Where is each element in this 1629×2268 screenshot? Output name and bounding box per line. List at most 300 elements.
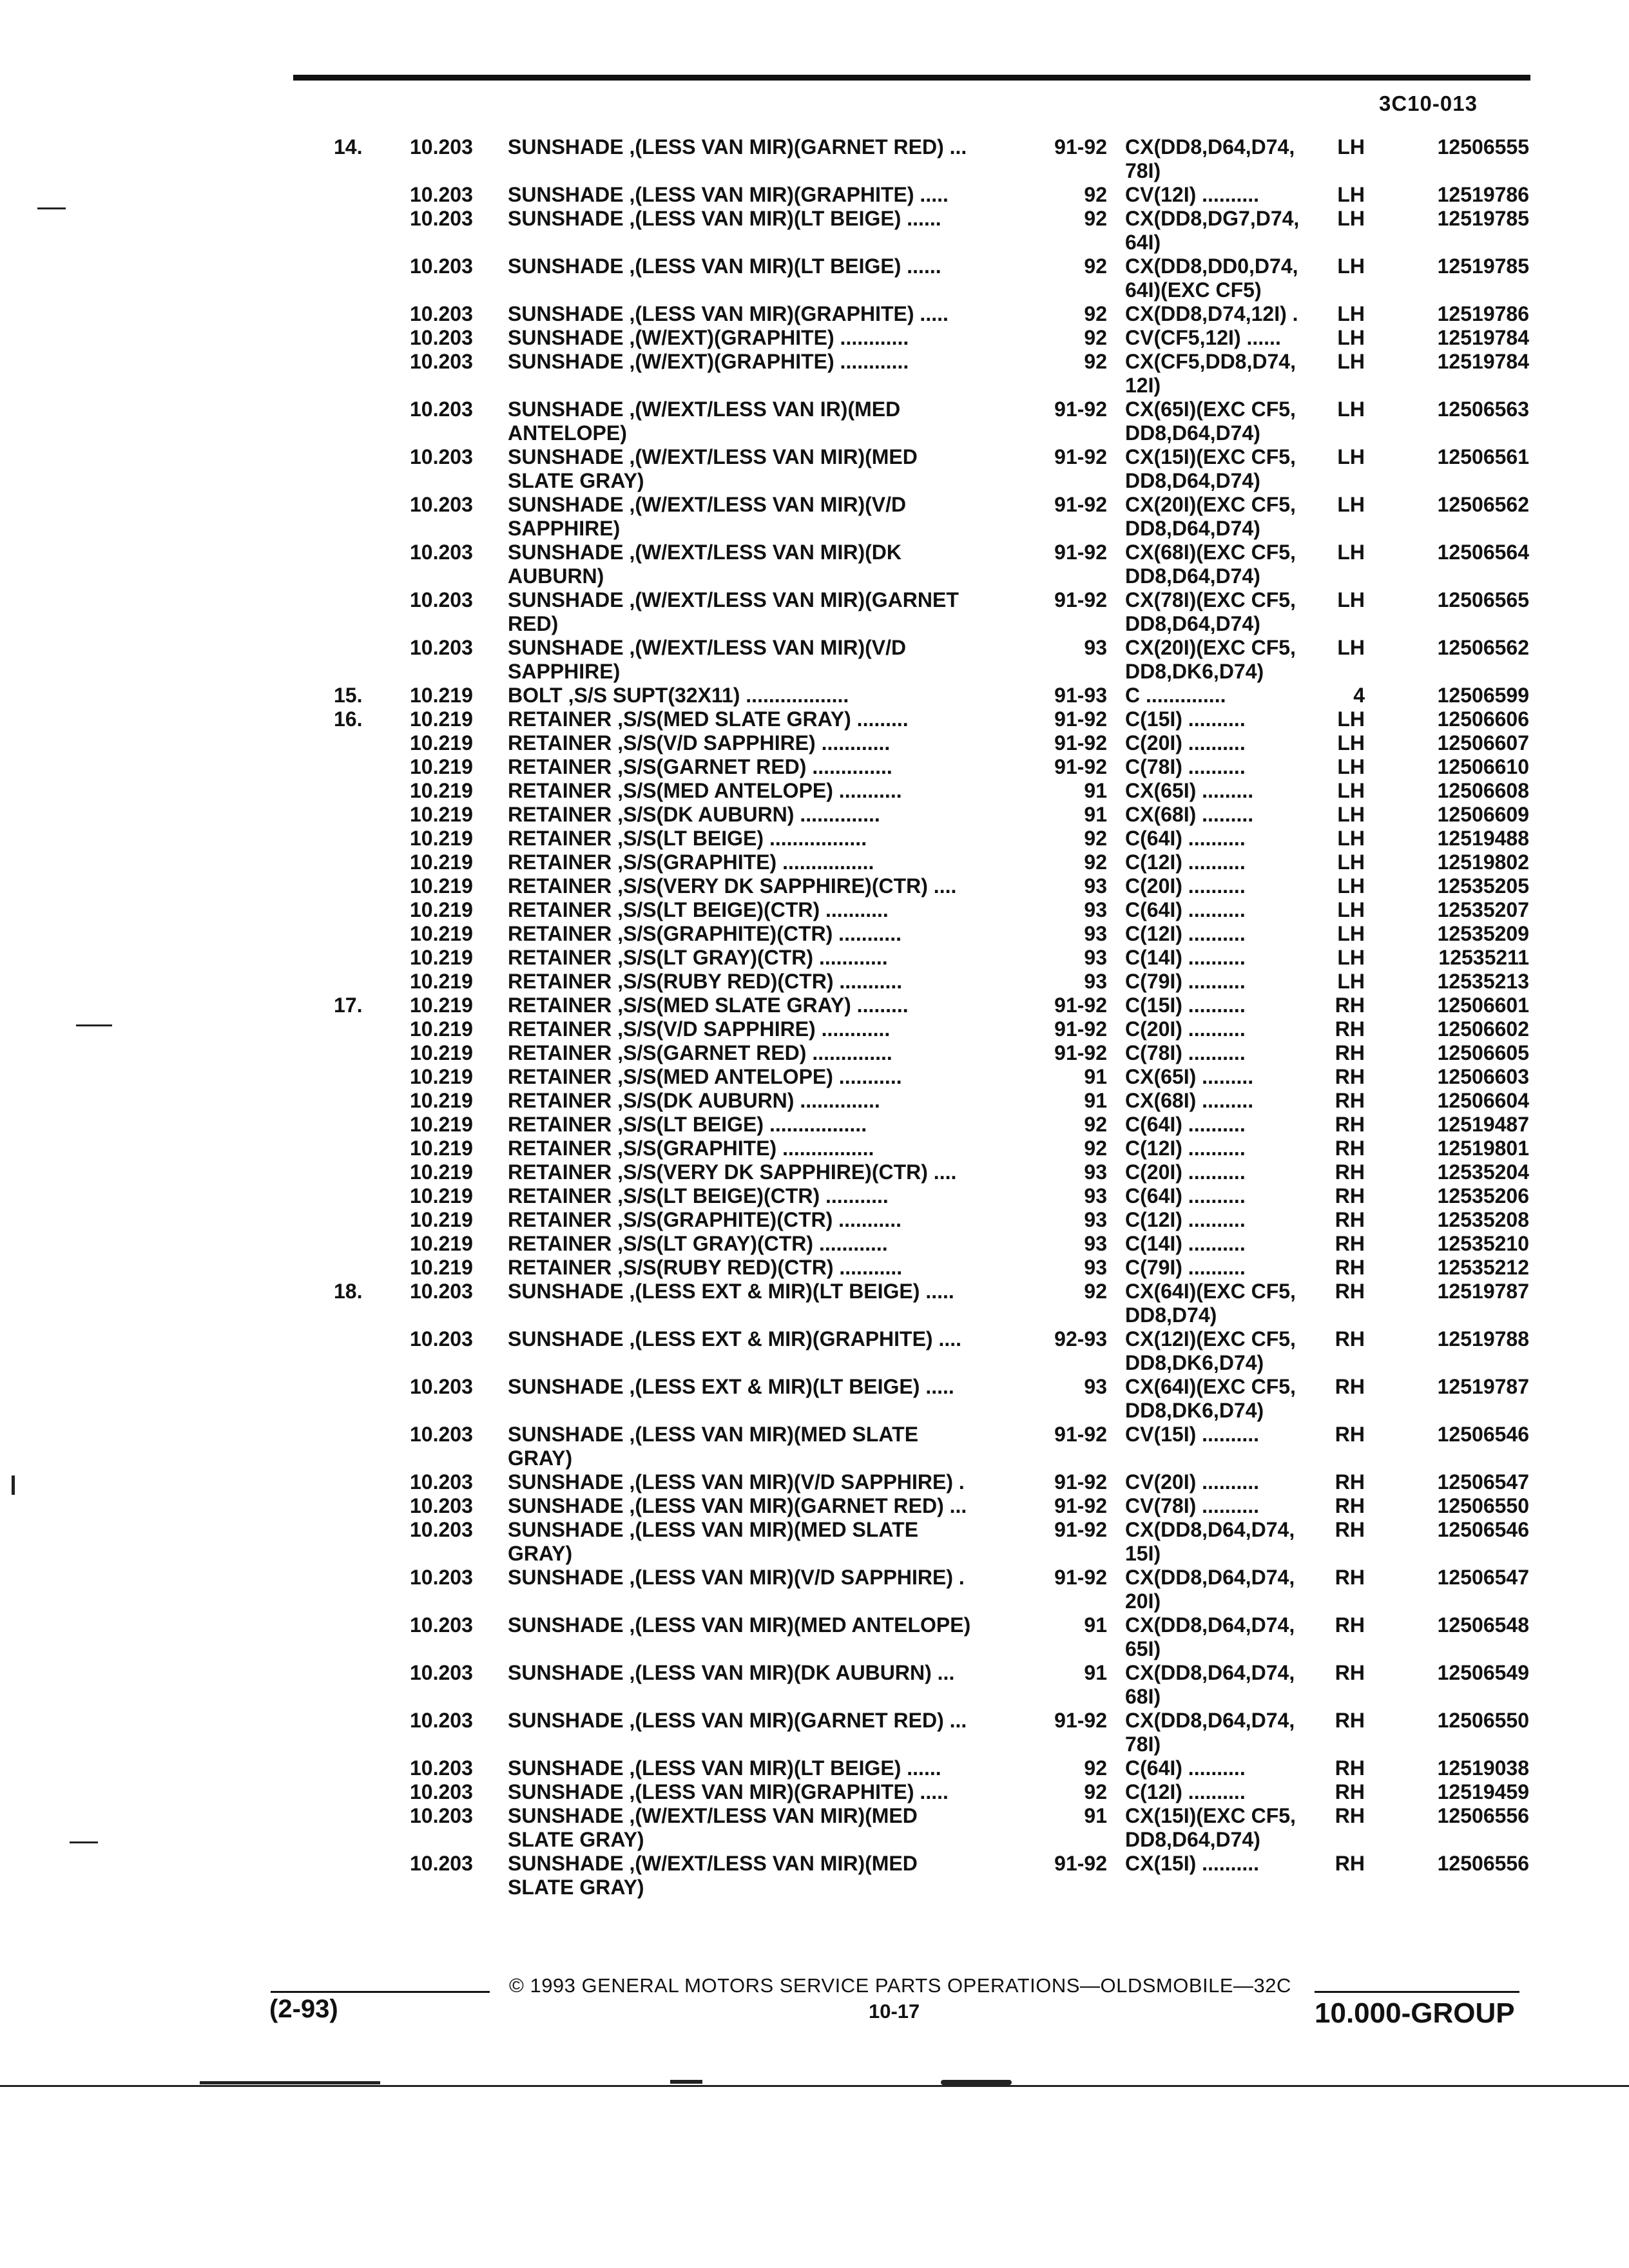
cell-part: 12519802 xyxy=(1437,850,1529,874)
table-row xyxy=(0,255,1629,302)
cell-qty: LH xyxy=(1337,779,1365,802)
cell-qty: LH xyxy=(1337,707,1365,731)
cell-group: 10.219 xyxy=(410,779,473,802)
cell-part: 12535205 xyxy=(1437,874,1529,898)
footer-rule-left xyxy=(271,1991,490,1993)
cell-group: 10.203 xyxy=(410,1375,473,1398)
cell-qty: RH xyxy=(1335,1065,1365,1088)
cell-group: 10.219 xyxy=(410,1256,473,1279)
cell-qty: LH xyxy=(1337,207,1365,230)
cell-part: 12506602 xyxy=(1437,1017,1529,1041)
cell-desc: RETAINER ,S/S(MED ANTELOPE) ........... xyxy=(508,779,902,802)
cell-model: CX(15I)(EXC CF5, DD8,D64,D74) xyxy=(1125,1804,1296,1851)
table-row xyxy=(0,946,1629,970)
cell-desc: SUNSHADE ,(W/EXT/LESS VAN MIR)(MED SLATE GRAY) xyxy=(508,445,918,492)
cell-model: C(79I) .......... xyxy=(1125,970,1246,993)
margin-mark xyxy=(12,1475,15,1495)
cell-model: C(12I) .......... xyxy=(1125,1137,1246,1160)
cell-part: 12506547 xyxy=(1437,1470,1529,1494)
cell-group: 10.203 xyxy=(410,255,473,278)
scan-mark xyxy=(200,2081,380,2084)
cell-desc: SUNSHADE ,(W/EXT/LESS VAN IR)(MED ANTELOPE) xyxy=(508,398,901,445)
cell-group: 10.219 xyxy=(410,1089,473,1112)
cell-qty: LH xyxy=(1337,946,1365,969)
cell-model: C(78I) .......... xyxy=(1125,1041,1246,1064)
cell-year: 91 xyxy=(1084,1661,1107,1684)
table-row xyxy=(0,398,1629,445)
table-row xyxy=(0,1232,1629,1256)
cell-part: 12506556 xyxy=(1437,1804,1529,1827)
cell-model: CX(DD8,DG7,D74, 64I) xyxy=(1125,207,1300,254)
cell-part: 12519487 xyxy=(1437,1113,1529,1136)
cell-qty: LH xyxy=(1337,874,1365,898)
cell-desc: SUNSHADE ,(W/EXT/LESS VAN MIR)(DK AUBURN) xyxy=(508,541,901,588)
cell-group: 10.203 xyxy=(410,1518,473,1541)
cell-year: 92 xyxy=(1084,350,1107,373)
cell-part: 12506610 xyxy=(1437,755,1529,778)
scan-mark xyxy=(941,2080,1012,2085)
cell-desc: RETAINER ,S/S(DK AUBURN) .............. xyxy=(508,1089,880,1112)
cell-desc: SUNSHADE ,(W/EXT/LESS VAN MIR)(MED SLATE GRAY) xyxy=(508,1804,918,1851)
cell-part: 12535208 xyxy=(1437,1208,1529,1231)
cell-desc: SUNSHADE ,(LESS VAN MIR)(LT BEIGE) ...... xyxy=(508,1756,941,1780)
cell-model: CV(12I) .......... xyxy=(1125,183,1260,206)
cell-group: 10.203 xyxy=(410,302,473,325)
cell-desc: RETAINER ,S/S(LT GRAY)(CTR) ............ xyxy=(508,946,888,969)
cell-group: 10.203 xyxy=(410,183,473,206)
cell-part: 12519488 xyxy=(1437,827,1529,850)
cell-part: 12506549 xyxy=(1437,1661,1529,1684)
cell-qty: RH xyxy=(1335,1709,1365,1732)
cell-qty: LH xyxy=(1337,541,1365,564)
cell-model: CX(DD8,DD0,D74, 64I)(EXC CF5) xyxy=(1125,255,1298,302)
cell-qty: RH xyxy=(1335,1113,1365,1136)
table-row xyxy=(0,1041,1629,1065)
cell-model: CX(DD8,D74,12I) . xyxy=(1125,302,1298,325)
cell-part: 12506561 xyxy=(1437,445,1529,468)
cell-qty: RH xyxy=(1335,1613,1365,1637)
cell-group: 10.219 xyxy=(410,1017,473,1041)
cell-year: 92 xyxy=(1084,326,1107,349)
cell-qty: RH xyxy=(1335,1256,1365,1279)
cell-part: 12519784 xyxy=(1437,326,1529,349)
cell-group: 10.203 xyxy=(410,1756,473,1780)
cell-desc: RETAINER ,S/S(MED SLATE GRAY) ......... xyxy=(508,707,909,731)
table-row xyxy=(0,1065,1629,1089)
cell-part: 12506548 xyxy=(1437,1613,1529,1637)
cell-year: 91 xyxy=(1084,1804,1107,1827)
cell-part: 12519787 xyxy=(1437,1280,1529,1303)
table-row xyxy=(0,970,1629,994)
cell-part: 12535213 xyxy=(1437,970,1529,993)
table-row xyxy=(0,1566,1629,1613)
bottom-rule xyxy=(0,2085,1629,2087)
table-row xyxy=(0,731,1629,755)
table-row xyxy=(0,1852,1629,1899)
cell-year: 91-92 xyxy=(1054,755,1107,778)
cell-year: 91-92 xyxy=(1054,1494,1107,1517)
cell-model: C(64I) .......... xyxy=(1125,1113,1246,1136)
cell-part: 12519786 xyxy=(1437,183,1529,206)
cell-year: 91-92 xyxy=(1054,135,1107,159)
cell-desc: SUNSHADE ,(LESS VAN MIR)(GRAPHITE) ..... xyxy=(508,302,949,325)
cell-group: 10.219 xyxy=(410,1232,473,1255)
cell-model: CX(68I)(EXC CF5, DD8,D64,D74) xyxy=(1125,541,1296,588)
table-row xyxy=(0,588,1629,636)
cell-group: 10.219 xyxy=(410,1184,473,1207)
cell-desc: SUNSHADE ,(LESS EXT & MIR)(LT BEIGE) ..... xyxy=(508,1375,954,1398)
table-row xyxy=(0,1661,1629,1709)
table-row xyxy=(0,1423,1629,1470)
cell-year: 91-92 xyxy=(1054,1566,1107,1589)
cell-year: 91 xyxy=(1084,803,1107,826)
cell-desc: SUNSHADE ,(W/EXT)(GRAPHITE) ............ xyxy=(508,350,909,373)
cell-desc: SUNSHADE ,(LESS VAN MIR)(V/D SAPPHIRE) . xyxy=(508,1566,965,1589)
cell-desc: RETAINER ,S/S(LT BEIGE) ................. xyxy=(508,827,867,850)
cell-qty: RH xyxy=(1335,1661,1365,1684)
cell-year: 93 xyxy=(1084,1208,1107,1231)
cell-group: 10.219 xyxy=(410,1208,473,1231)
cell-qty: LH xyxy=(1337,827,1365,850)
cell-item: 15. xyxy=(334,684,363,707)
cell-qty: RH xyxy=(1335,1184,1365,1207)
cell-qty: 4 xyxy=(1353,684,1365,707)
cell-group: 10.203 xyxy=(410,398,473,421)
cell-group: 10.219 xyxy=(410,1065,473,1088)
cell-model: C(20I) .......... xyxy=(1125,874,1246,898)
table-row xyxy=(0,1256,1629,1280)
cell-desc: RETAINER ,S/S(MED ANTELOPE) ........... xyxy=(508,1065,902,1088)
cell-year: 93 xyxy=(1084,1375,1107,1398)
cell-model: CX(65I) ......... xyxy=(1125,1065,1254,1088)
cell-part: 12519801 xyxy=(1437,1137,1529,1160)
cell-year: 91 xyxy=(1084,1065,1107,1088)
cell-desc: RETAINER ,S/S(VERY DK SAPPHIRE)(CTR) .... xyxy=(508,1160,957,1184)
cell-part: 12506550 xyxy=(1437,1709,1529,1732)
cell-part: 12506607 xyxy=(1437,731,1529,754)
cell-part: 12519786 xyxy=(1437,302,1529,325)
cell-model: CV(20I) .......... xyxy=(1125,1470,1260,1494)
cell-year: 91 xyxy=(1084,779,1107,802)
cell-desc: SUNSHADE ,(LESS VAN MIR)(GARNET RED) ... xyxy=(508,1494,967,1517)
cell-group: 10.219 xyxy=(410,803,473,826)
cell-year: 93 xyxy=(1084,922,1107,945)
cell-year: 93 xyxy=(1084,898,1107,921)
cell-model: C(20I) .......... xyxy=(1125,731,1246,754)
cell-year: 92 xyxy=(1084,850,1107,874)
cell-part: 12535211 xyxy=(1438,946,1529,969)
cell-part: 12519785 xyxy=(1437,207,1529,230)
cell-model: C(14I) .......... xyxy=(1125,1232,1246,1255)
cell-part: 12519785 xyxy=(1437,255,1529,278)
cell-year: 91-92 xyxy=(1054,1017,1107,1041)
cell-item: 18. xyxy=(334,1280,363,1303)
table-row xyxy=(0,1756,1629,1780)
cell-part: 12519788 xyxy=(1437,1327,1529,1350)
cell-part: 12506565 xyxy=(1437,588,1529,611)
table-row xyxy=(0,1113,1629,1137)
cell-qty: RH xyxy=(1335,1804,1365,1827)
table-row xyxy=(0,1280,1629,1327)
cell-group: 10.219 xyxy=(410,874,473,898)
cell-part: 12506609 xyxy=(1437,803,1529,826)
cell-year: 91-92 xyxy=(1054,1518,1107,1541)
cell-part: 12506563 xyxy=(1437,398,1529,421)
cell-year: 91 xyxy=(1084,1089,1107,1112)
cell-group: 10.219 xyxy=(410,1113,473,1136)
cell-part: 12506605 xyxy=(1437,1041,1529,1064)
cell-part: 12506556 xyxy=(1437,1852,1529,1875)
cell-part: 12506555 xyxy=(1437,135,1529,159)
table-row xyxy=(0,135,1629,183)
table-row xyxy=(0,874,1629,898)
cell-group: 10.203 xyxy=(410,1852,473,1875)
cell-qty: RH xyxy=(1335,1232,1365,1255)
cell-year: 91-92 xyxy=(1054,1709,1107,1732)
cell-model: CX(78I)(EXC CF5, DD8,D64,D74) xyxy=(1125,588,1296,635)
cell-desc: SUNSHADE ,(W/EXT/LESS VAN MIR)(GARNET RED) xyxy=(508,588,959,635)
cell-desc: SUNSHADE ,(W/EXT/LESS VAN MIR)(V/D SAPPHIRE) xyxy=(508,636,907,683)
table-row xyxy=(0,1780,1629,1804)
cell-group: 10.219 xyxy=(410,970,473,993)
cell-group: 10.219 xyxy=(410,1137,473,1160)
cell-qty: LH xyxy=(1337,302,1365,325)
cell-desc: BOLT ,S/S SUPT(32X11) .................. xyxy=(508,684,849,707)
table-row xyxy=(0,1494,1629,1518)
table-row xyxy=(0,326,1629,350)
cell-qty: LH xyxy=(1337,898,1365,921)
cell-group: 10.203 xyxy=(410,326,473,349)
cell-year: 91-92 xyxy=(1054,1041,1107,1064)
cell-desc: SUNSHADE ,(LESS VAN MIR)(GRAPHITE) ..... xyxy=(508,183,949,206)
cell-year: 91-92 xyxy=(1054,1423,1107,1446)
cell-group: 10.203 xyxy=(410,445,473,468)
cell-part: 12506608 xyxy=(1437,779,1529,802)
cell-qty: RH xyxy=(1335,1375,1365,1398)
cell-qty: RH xyxy=(1335,1280,1365,1303)
cell-qty: LH xyxy=(1337,970,1365,993)
cell-model: C(12I) .......... xyxy=(1125,922,1246,945)
cell-group: 10.203 xyxy=(410,207,473,230)
footer-revision: (2-93) xyxy=(269,1995,338,2023)
cell-model: CV(15I) .......... xyxy=(1125,1423,1260,1446)
cell-qty: RH xyxy=(1335,1160,1365,1184)
table-row xyxy=(0,898,1629,922)
table-row xyxy=(0,922,1629,946)
cell-qty: RH xyxy=(1335,1494,1365,1517)
cell-group: 10.203 xyxy=(410,1780,473,1803)
cell-year: 91-92 xyxy=(1054,398,1107,421)
cell-qty: LH xyxy=(1337,588,1365,611)
cell-qty: LH xyxy=(1337,135,1365,159)
cell-desc: SUNSHADE ,(LESS VAN MIR)(GARNET RED) ... xyxy=(508,135,967,159)
cell-year: 92 xyxy=(1084,1113,1107,1136)
cell-model: C(64I) .......... xyxy=(1125,827,1246,850)
cell-model: C(12I) .......... xyxy=(1125,1208,1246,1231)
cell-item: 16. xyxy=(334,707,363,731)
cell-part: 12535204 xyxy=(1437,1160,1529,1184)
cell-year: 92 xyxy=(1084,255,1107,278)
table-row xyxy=(0,636,1629,684)
cell-year: 91-93 xyxy=(1054,684,1107,707)
cell-group: 10.219 xyxy=(410,1160,473,1184)
cell-desc: SUNSHADE ,(LESS VAN MIR)(LT BEIGE) ...... xyxy=(508,255,941,278)
cell-part: 12506546 xyxy=(1437,1518,1529,1541)
cell-model: CX(20I)(EXC CF5, DD8,DK6,D74) xyxy=(1125,636,1296,683)
cell-qty: LH xyxy=(1337,922,1365,945)
top-rule xyxy=(293,75,1530,81)
cell-desc: RETAINER ,S/S(GARNET RED) .............. xyxy=(508,755,892,778)
cell-desc: RETAINER ,S/S(GRAPHITE) ................ xyxy=(508,1137,874,1160)
cell-model: C(12I) .......... xyxy=(1125,850,1246,874)
cell-part: 12506599 xyxy=(1437,684,1529,707)
table-row xyxy=(0,1804,1629,1852)
cell-model: C(64I) .......... xyxy=(1125,1184,1246,1207)
cell-part: 12535212 xyxy=(1437,1256,1529,1279)
cell-desc: RETAINER ,S/S(V/D SAPPHIRE) ............ xyxy=(508,1017,891,1041)
cell-qty: RH xyxy=(1335,1518,1365,1541)
cell-qty: LH xyxy=(1337,445,1365,468)
cell-group: 10.203 xyxy=(410,588,473,611)
table-row xyxy=(0,541,1629,588)
cell-model: CX(DD8,D64,D74, 68I) xyxy=(1125,1661,1295,1708)
cell-year: 92 xyxy=(1084,827,1107,850)
cell-desc: RETAINER ,S/S(LT BEIGE)(CTR) ........... xyxy=(508,1184,889,1207)
table-row xyxy=(0,1327,1629,1375)
cell-model: CX(DD8,D64,D74, 20I) xyxy=(1125,1566,1295,1613)
cell-part: 12535210 xyxy=(1437,1232,1529,1255)
cell-year: 91-92 xyxy=(1054,994,1107,1017)
cell-group: 10.203 xyxy=(410,1661,473,1684)
cell-model: CX(15I) .......... xyxy=(1125,1852,1260,1875)
cell-group: 10.219 xyxy=(410,898,473,921)
cell-group: 10.219 xyxy=(410,994,473,1017)
cell-year: 93 xyxy=(1084,946,1107,969)
cell-year: 93 xyxy=(1084,1232,1107,1255)
cell-group: 10.219 xyxy=(410,827,473,850)
cell-model: CX(CF5,DD8,D74, 12I) xyxy=(1125,350,1296,397)
cell-part: 12519787 xyxy=(1437,1375,1529,1398)
cell-desc: RETAINER ,S/S(RUBY RED)(CTR) ........... xyxy=(508,1256,903,1279)
cell-model: C(78I) .......... xyxy=(1125,755,1246,778)
cell-desc: SUNSHADE ,(LESS VAN MIR)(LT BEIGE) ...... xyxy=(508,207,941,230)
cell-qty: LH xyxy=(1337,755,1365,778)
cell-desc: RETAINER ,S/S(DK AUBURN) .............. xyxy=(508,803,880,826)
cell-group: 10.203 xyxy=(410,541,473,564)
cell-part: 12506601 xyxy=(1437,994,1529,1017)
page-code: 3C10-013 xyxy=(1379,91,1478,115)
cell-desc: SUNSHADE ,(LESS VAN MIR)(DK AUBURN) ... xyxy=(508,1661,955,1684)
table-row xyxy=(0,445,1629,493)
margin-mark xyxy=(70,1841,98,1843)
table-row xyxy=(0,1089,1629,1113)
cell-desc: SUNSHADE ,(LESS VAN MIR)(MED SLATE GRAY) xyxy=(508,1518,919,1565)
cell-model: C(64I) .......... xyxy=(1125,1756,1246,1780)
cell-part: 12506562 xyxy=(1437,636,1529,659)
table-row xyxy=(0,994,1629,1017)
table-row xyxy=(0,1184,1629,1208)
cell-desc: SUNSHADE ,(LESS VAN MIR)(MED SLATE GRAY) xyxy=(508,1423,919,1470)
cell-model: CX(64I)(EXC CF5, DD8,D74) xyxy=(1125,1280,1296,1327)
cell-desc: RETAINER ,S/S(V/D SAPPHIRE) ............ xyxy=(508,731,891,754)
cell-year: 93 xyxy=(1084,874,1107,898)
cell-qty: RH xyxy=(1335,1852,1365,1875)
cell-model: C(15I) .......... xyxy=(1125,707,1246,731)
cell-year: 93 xyxy=(1084,636,1107,659)
table-row xyxy=(0,207,1629,255)
cell-part: 12535209 xyxy=(1437,922,1529,945)
table-row xyxy=(0,684,1629,707)
cell-model: CV(CF5,12I) ...... xyxy=(1125,326,1281,349)
cell-qty: LH xyxy=(1337,850,1365,874)
cell-desc: SUNSHADE ,(LESS VAN MIR)(GARNET RED) ... xyxy=(508,1709,967,1732)
cell-item: 14. xyxy=(334,135,363,159)
cell-part: 12506604 xyxy=(1437,1089,1529,1112)
cell-model: CX(12I)(EXC CF5, DD8,DK6,D74) xyxy=(1125,1327,1296,1374)
table-row xyxy=(0,755,1629,779)
cell-desc: RETAINER ,S/S(GRAPHITE)(CTR) ........... xyxy=(508,922,901,945)
cell-group: 10.219 xyxy=(410,731,473,754)
cell-model: CX(65I)(EXC CF5, DD8,D64,D74) xyxy=(1125,398,1296,445)
cell-desc: RETAINER ,S/S(MED SLATE GRAY) ......... xyxy=(508,994,909,1017)
margin-mark xyxy=(37,207,66,209)
cell-desc: RETAINER ,S/S(LT BEIGE) ................. xyxy=(508,1113,867,1136)
cell-part: 12535206 xyxy=(1437,1184,1529,1207)
table-row xyxy=(0,707,1629,731)
cell-year: 92-93 xyxy=(1054,1327,1107,1350)
cell-group: 10.203 xyxy=(410,1327,473,1350)
cell-qty: RH xyxy=(1335,1470,1365,1494)
cell-part: 12506550 xyxy=(1437,1494,1529,1517)
cell-group: 10.203 xyxy=(410,1423,473,1446)
cell-qty: LH xyxy=(1337,636,1365,659)
cell-year: 93 xyxy=(1084,970,1107,993)
cell-desc: RETAINER ,S/S(GARNET RED) .............. xyxy=(508,1041,892,1064)
cell-desc: SUNSHADE ,(W/EXT/LESS VAN MIR)(V/D SAPPHIRE) xyxy=(508,493,907,540)
table-row xyxy=(0,1709,1629,1756)
cell-group: 10.219 xyxy=(410,707,473,731)
cell-part: 12535207 xyxy=(1437,898,1529,921)
table-row xyxy=(0,1208,1629,1232)
cell-part: 12506564 xyxy=(1437,541,1529,564)
cell-part: 12519459 xyxy=(1437,1780,1529,1803)
cell-qty: LH xyxy=(1337,183,1365,206)
cell-desc: SUNSHADE ,(W/EXT)(GRAPHITE) ............ xyxy=(508,326,909,349)
cell-group: 10.219 xyxy=(410,946,473,969)
cell-model: C(79I) .......... xyxy=(1125,1256,1246,1279)
cell-model: C(64I) .......... xyxy=(1125,898,1246,921)
cell-model: CV(78I) .......... xyxy=(1125,1494,1260,1517)
cell-year: 91 xyxy=(1084,1613,1107,1637)
parts-list xyxy=(0,135,1629,1899)
cell-group: 10.219 xyxy=(410,684,473,707)
table-row xyxy=(0,1613,1629,1661)
cell-desc: RETAINER ,S/S(LT BEIGE)(CTR) ........... xyxy=(508,898,889,921)
cell-model: CX(65I) ......... xyxy=(1125,779,1254,802)
cell-year: 92 xyxy=(1084,207,1107,230)
cell-part: 12506547 xyxy=(1437,1566,1529,1589)
cell-desc: RETAINER ,S/S(VERY DK SAPPHIRE)(CTR) .... xyxy=(508,874,957,898)
table-row xyxy=(0,350,1629,398)
cell-year: 93 xyxy=(1084,1256,1107,1279)
cell-year: 91-92 xyxy=(1054,707,1107,731)
table-row xyxy=(0,827,1629,850)
cell-year: 93 xyxy=(1084,1160,1107,1184)
table-row xyxy=(0,803,1629,827)
cell-model: CX(15I)(EXC CF5, DD8,D64,D74) xyxy=(1125,445,1296,492)
cell-desc: RETAINER ,S/S(RUBY RED)(CTR) ........... xyxy=(508,970,903,993)
cell-qty: RH xyxy=(1335,1566,1365,1589)
